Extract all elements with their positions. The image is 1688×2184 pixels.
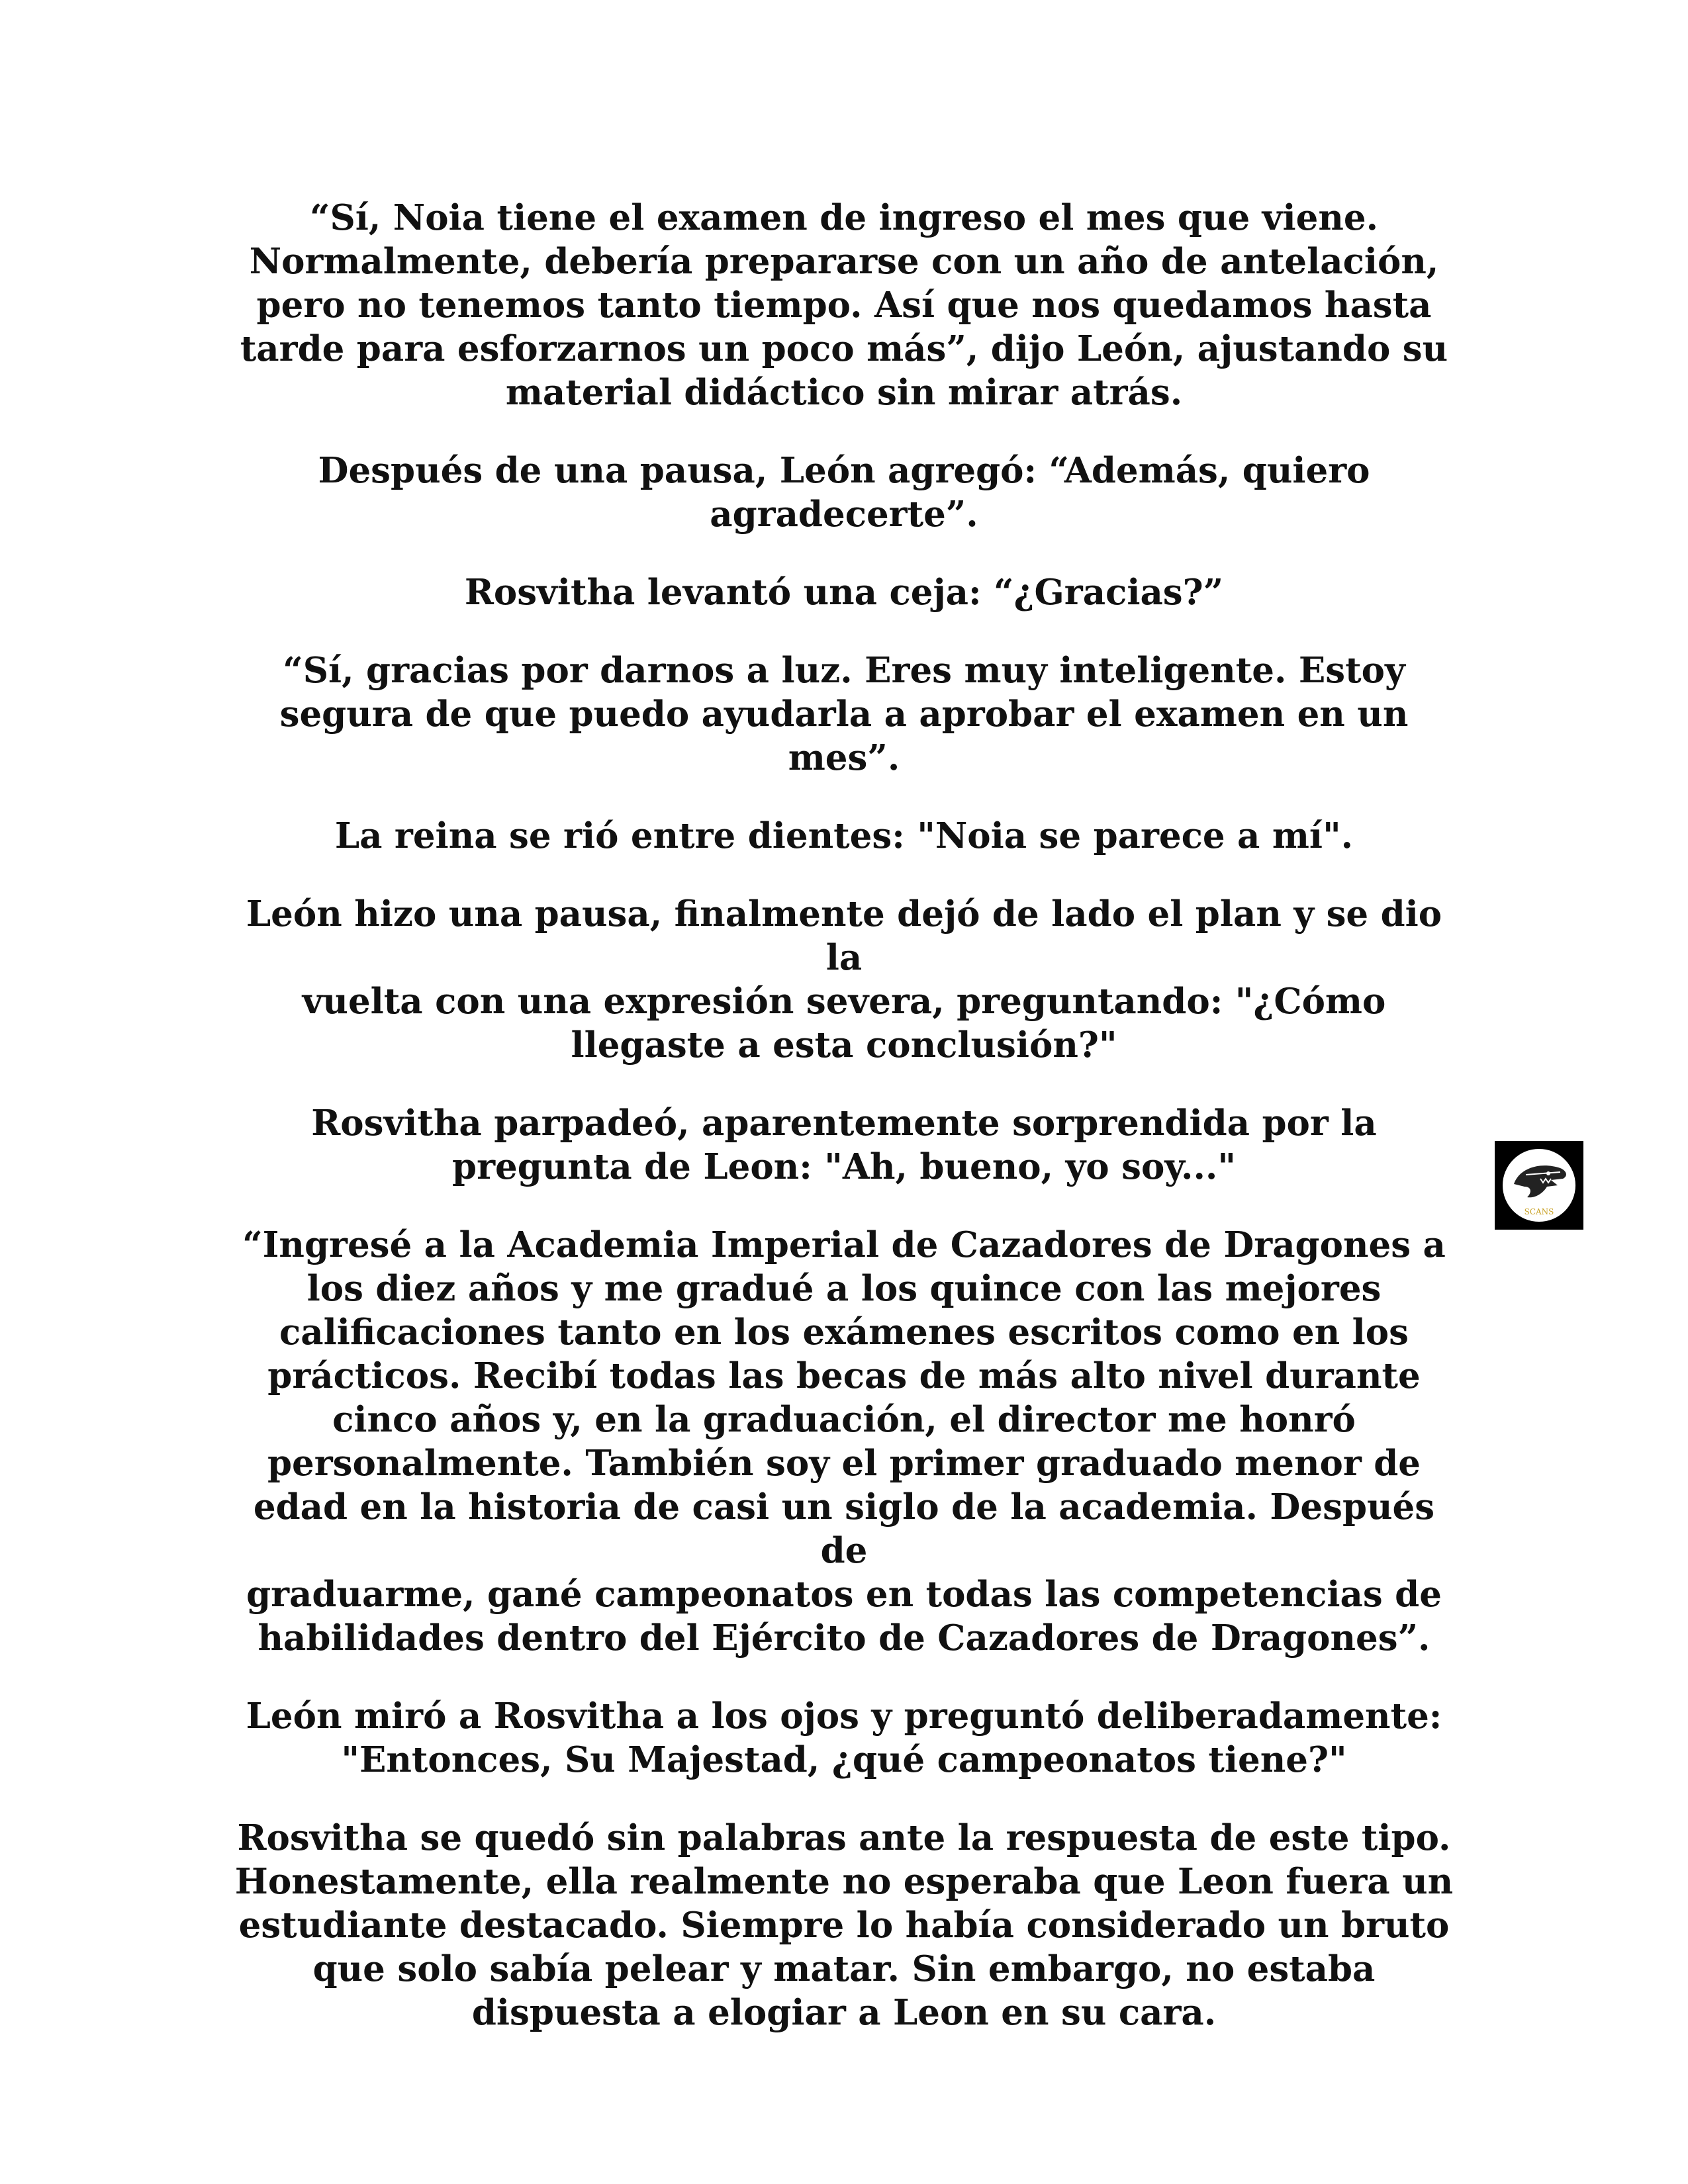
paragraph: Rosvitha se quedó sin palabras ante la respuesta de este tipo. Honestamente, ella realmente no esperaba que Leon fuera un estudiante destacado. Siempre lo había considerado un bruto que solo sabía pelear y matar. Sin embargo, no estaba dispuesta a elogiar a Leon en su cara. bbox=[234, 1817, 1454, 2033]
paragraph: Rosvitha parpadeó, aparentemente sorprendida por la pregunta de Leon: "Ah, bueno, yo soy..." bbox=[311, 1103, 1377, 1187]
paragraph: “Sí, Noia tiene el examen de ingreso el mes que viene. Normalmente, debería prepararse con un año de antelación, pero no tenemos tanto tiempo. Así que nos quedamos hasta tarde para esforzarnos un poco más”, dijo León, ajustando su material didáctico sin mirar atrás. bbox=[240, 197, 1448, 413]
paragraph: Rosvitha levantó una ceja: “¿Gracias?” bbox=[464, 572, 1224, 613]
paragraph: “Sí, gracias por darnos a luz. Eres muy inteligente. Estoy segura de que puedo ayudarla a aprobar el examen en un mes”. bbox=[279, 650, 1409, 778]
paragraph: Después de una pausa, León agregó: “Además, quiero agradecerte”. bbox=[318, 450, 1370, 535]
paragraph: León hizo una pausa, finalmente dejó de lado el plan y se dio la vuelta con una expresión severa, preguntando: "¿Cómo llegaste a esta conclusión?" bbox=[246, 893, 1442, 1066]
paragraph: “Ingresé a la Academia Imperial de Cazadores de Dragones a los diez años y me gradué a los quince con las mejores calificaciones tanto en los exámenes escritos como en los prácticos. Recibí todas las becas de más alto nivel durante cinco años y, en la graduación, el director me honró personalmente. También soy el primer graduado menor de edad en la historia de casi un siglo de la academia. Después de graduarme, gané campeonatos en todas las competencias de habilidades dentro del Ejército de Cazadores de Dragones”. bbox=[242, 1224, 1446, 1659]
watermark-text: SCANS bbox=[1524, 1207, 1554, 1216]
scanlation-logo bbox=[1495, 1141, 1583, 1230]
paragraph: La reina se rió entre dientes: "Noia se parece a mí". bbox=[334, 815, 1354, 856]
story-text bbox=[225, 196, 1463, 2069]
dinosaur-logo-icon bbox=[1499, 1146, 1579, 1225]
paragraph: León miró a Rosvitha a los ojos y preguntó deliberadamente: "Entonces, Su Majestad, ¿qué campeonatos tiene?" bbox=[246, 1696, 1442, 1780]
